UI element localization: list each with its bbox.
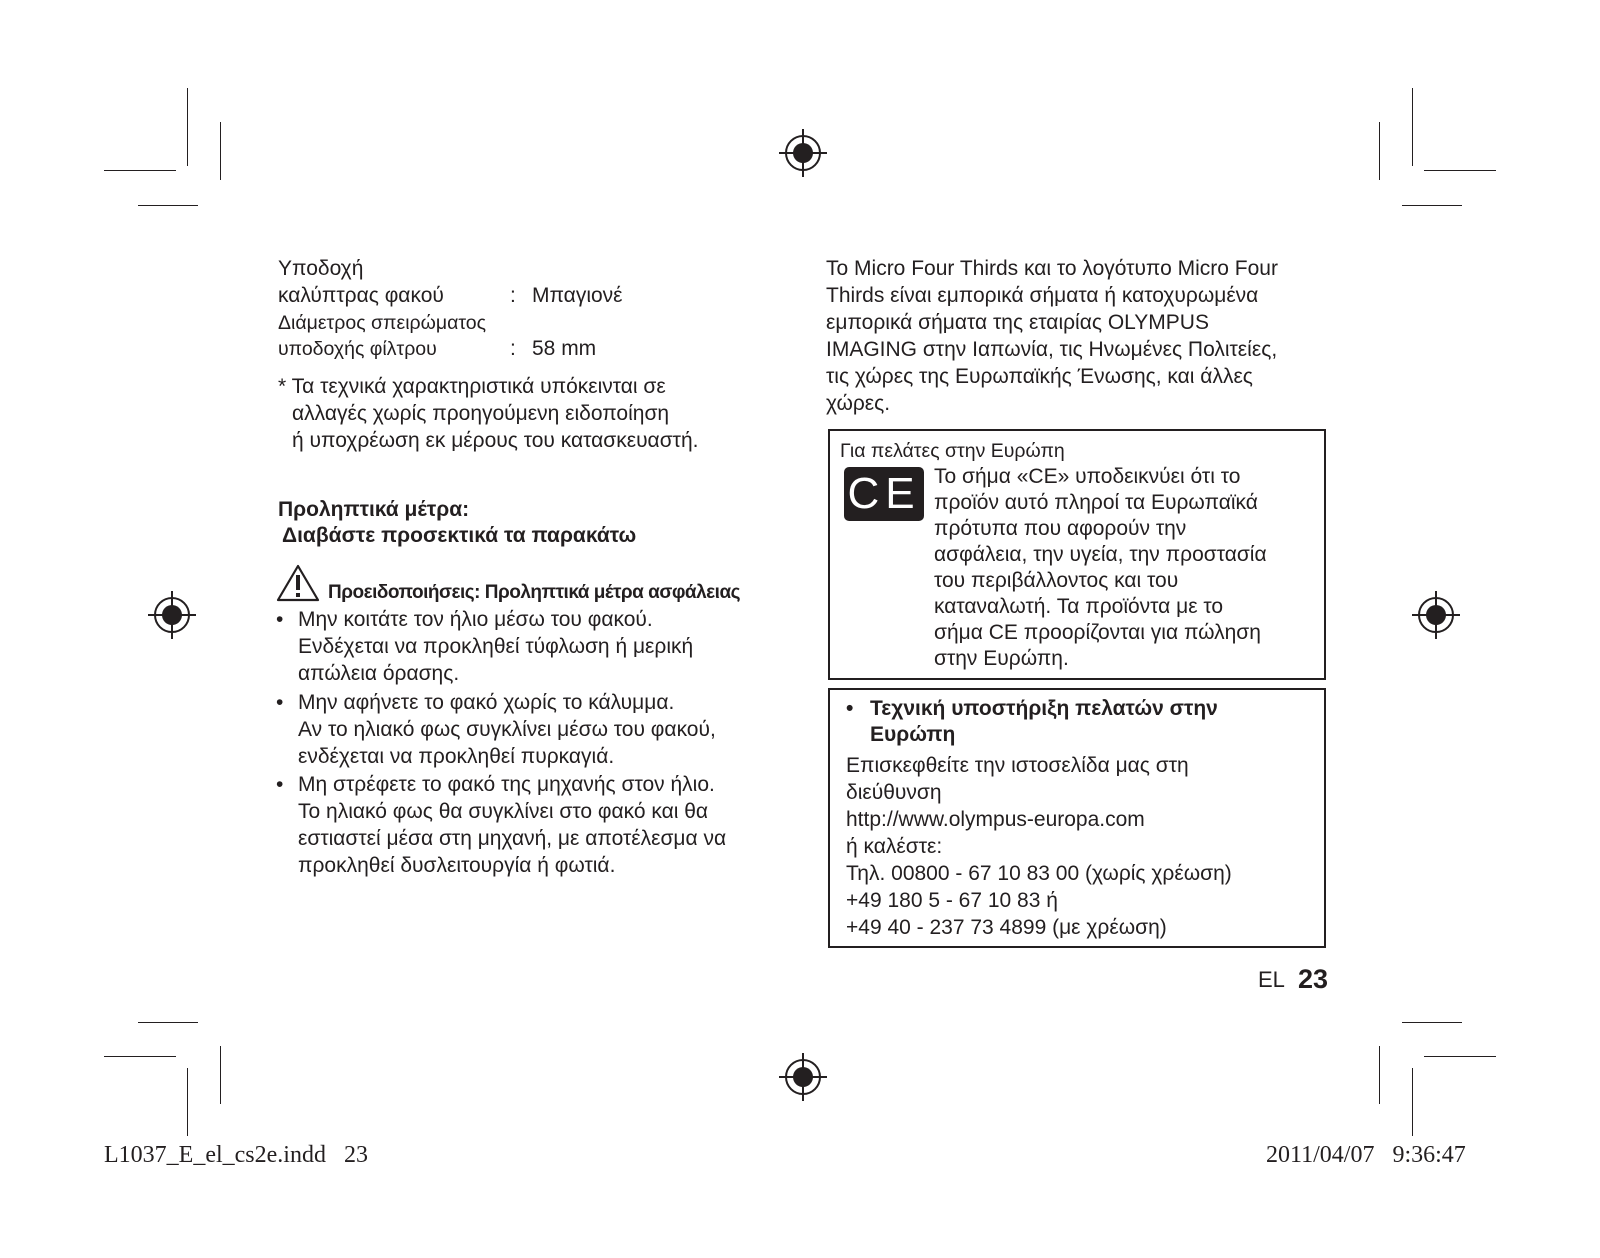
warning-triangle-icon: [276, 564, 320, 602]
crop-mark: [138, 1022, 198, 1023]
crop-mark: [1379, 122, 1380, 180]
support-text: ή καλέστε:: [846, 835, 943, 858]
spec-label: Διάμετρος σπειρώματος: [278, 312, 487, 334]
support-phone: +49 180 5 - 67 10 83 ή: [846, 889, 1058, 912]
spec-colon: :: [510, 284, 516, 307]
crop-mark: [1379, 1046, 1380, 1104]
section-heading: Προληπτικά μέτρα:: [278, 498, 470, 521]
page-number: 23: [1298, 964, 1329, 994]
spec-note: * Τα τεχνικά χαρακτηριστικά υπόκεινται σε: [278, 375, 666, 398]
spec-label: καλύπτρας φακού: [278, 284, 444, 307]
crop-mark: [1412, 88, 1413, 166]
ce-text: του περιβάλλοντος και του: [934, 569, 1179, 592]
crop-mark: [1402, 1022, 1462, 1023]
support-phone: +49 40 - 237 73 4899 (με χρέωση): [846, 916, 1167, 939]
ce-text: προϊόν αυτό πληροί τα Ευρωπαϊκά: [934, 491, 1258, 514]
crop-mark: [138, 205, 198, 206]
bullet-icon: •: [276, 608, 284, 631]
slug-filename: L1037_E_el_cs2e.indd 23: [104, 1142, 368, 1168]
section-subheading: Διαβάστε προσεκτικά τα παρακάτω: [282, 524, 637, 547]
spec-label: Υποδοχή: [278, 257, 364, 280]
crop-mark: [1412, 1068, 1413, 1136]
trademark-text: Thirds είναι εμπορικά σήματα ή κατοχυρωμένα: [826, 284, 1259, 307]
bullet-icon: •: [846, 697, 854, 720]
crop-mark: [187, 88, 188, 166]
support-text: διεύθυνση: [846, 781, 942, 804]
ce-text: ασφάλεια, την υγεία, την προστασία: [934, 543, 1267, 566]
trademark-text: Το Micro Four Thirds και το λογότυπο Micro Four: [826, 257, 1278, 280]
crop-mark: [104, 1056, 176, 1057]
spec-value: Μπαγιονέ: [532, 284, 623, 307]
list-item: Ενδέχεται να προκληθεί τύφλωση ή μερική: [298, 635, 694, 658]
crop-mark: [220, 1046, 221, 1104]
list-item: Το ηλιακό φως θα συγκλίνει στο φακό και θα: [298, 800, 709, 823]
spec-colon: :: [510, 337, 516, 360]
trademark-text: εμπορικά σήματα της εταιρίας OLYMPUS: [826, 311, 1209, 334]
list-item: Μην κοιτάτε τον ήλιο μέσω του φακού.: [298, 608, 653, 631]
crop-mark: [220, 122, 221, 180]
slug-datetime: 2011/04/07 9:36:47: [1266, 1142, 1466, 1168]
warning-title: Προειδοποιήσεις: Προληπτικά μέτρα ασφάλειας: [328, 582, 741, 603]
ce-box-title: Για πελάτες στην Ευρώπη: [840, 440, 1065, 462]
support-phone: Τηλ. 00800 - 67 10 83 00 (χωρίς χρέωση): [846, 862, 1232, 885]
registration-mark-icon: [779, 129, 827, 177]
crop-mark: [1424, 170, 1496, 171]
spec-label: υποδοχής φίλτρου: [278, 338, 437, 360]
ce-logo-text: CE: [847, 469, 921, 518]
page-language: EL: [1258, 967, 1285, 992]
support-url: http://www.olympus-europa.com: [846, 808, 1145, 831]
ce-text: σήμα CE προορίζονται για πώληση: [934, 621, 1261, 644]
ce-text: καταναλωτή. Τα προϊόντα με το: [934, 595, 1224, 618]
crop-mark: [187, 1068, 188, 1136]
crop-mark: [1402, 205, 1462, 206]
list-item: Μην αφήνετε το φακό χωρίς το κάλυμμα.: [298, 691, 675, 714]
list-item: Αν το ηλιακό φως συγκλίνει μέσω του φακού,: [298, 718, 716, 741]
support-text: Επισκεφθείτε την ιστοσελίδα μας στη: [846, 754, 1189, 777]
spec-note: αλλαγές χωρίς προηγούμενη ειδοποίηση: [292, 402, 670, 425]
trademark-text: IMAGING στην Ιαπωνία, τις Ηνωμένες Πολιτείες,: [826, 338, 1278, 361]
list-item: απώλεια όρασης.: [298, 662, 460, 685]
bullet-icon: •: [276, 691, 284, 714]
ce-text: Το σήμα «CE» υποδεικνύει ότι το: [934, 465, 1241, 488]
list-item: προκληθεί δυσλειτουργία ή φωτιά.: [298, 854, 616, 877]
crop-mark: [104, 170, 176, 171]
trademark-text: τις χώρες της Ευρωπαϊκής Ένωσης, και άλλες: [826, 365, 1253, 388]
support-title: Ευρώπη: [870, 723, 956, 746]
spec-value: 58 mm: [532, 337, 597, 360]
ce-text: πρότυπα που αφορούν την: [934, 517, 1187, 540]
support-title: Τεχνική υποστήριξη πελατών στην: [870, 697, 1218, 720]
bullet-icon: •: [276, 773, 284, 796]
registration-mark-icon: [779, 1053, 827, 1101]
registration-mark-icon: [1412, 591, 1460, 639]
ce-mark-icon: [844, 467, 924, 521]
spec-note: ή υποχρέωση εκ μέρους του κατασκευαστή.: [292, 429, 699, 452]
list-item: Μη στρέφετε το φακό της μηχανής στον ήλιο.: [298, 773, 715, 796]
list-item: εστιαστεί μέσα στη μηχανή, με αποτέλεσμα να: [298, 827, 727, 850]
registration-mark-icon: [148, 591, 196, 639]
crop-mark: [1424, 1056, 1496, 1057]
list-item: ενδέχεται να προκληθεί πυρκαγιά.: [298, 745, 615, 768]
ce-text: στην Ευρώπη.: [934, 647, 1069, 670]
trademark-text: χώρες.: [826, 392, 891, 415]
